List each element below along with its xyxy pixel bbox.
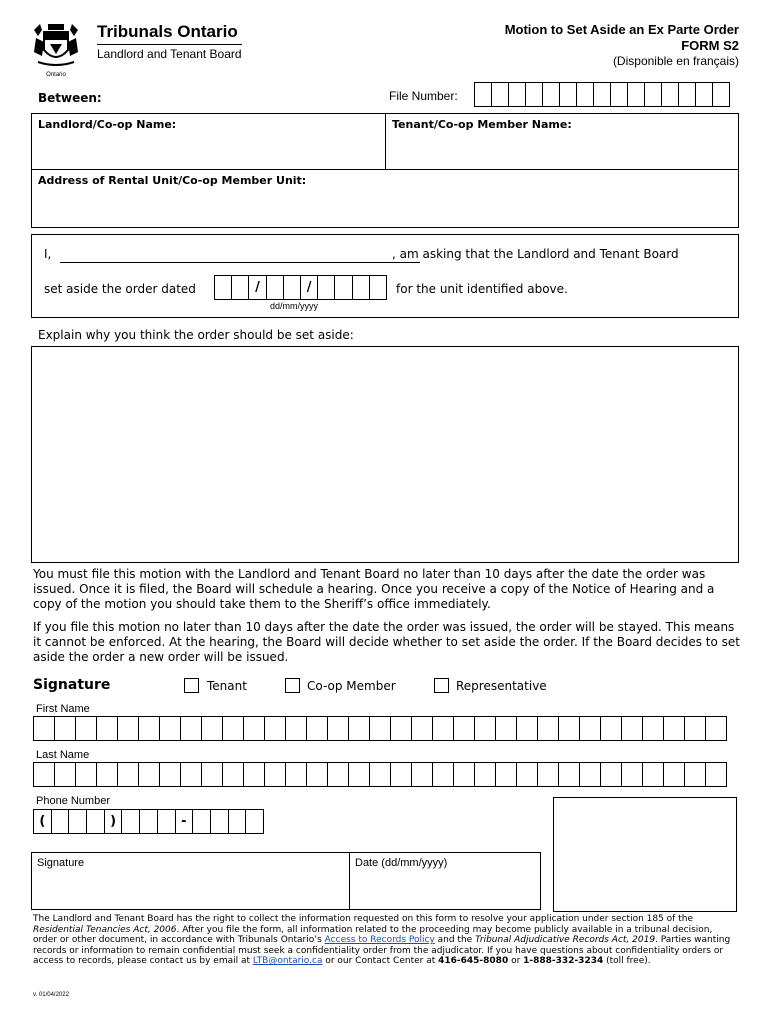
signature-date-field[interactable] (349, 852, 541, 910)
tenant-name-label: Tenant/Co-op Member Name: (392, 118, 572, 131)
version-label: v. 01/04/2022 (33, 992, 69, 998)
last-name-label: Last Name (36, 749, 90, 761)
email-link[interactable]: LTB@ontario.ca (252, 956, 323, 967)
contact-phone-tollfree: 1-888-332-3234 (523, 956, 604, 967)
between-label: Between: (38, 91, 102, 105)
date-separator-1: / (248, 275, 266, 300)
landlord-name-field[interactable] (31, 113, 386, 170)
notice-para-2: If you file this motion no later than 10 days after the date the order was issued, the order will be stayed. This means it cannot be enforced. At the hearing, the Board will decide whether to set aside the order. If the Board decides to set aside the order a new order will be issued. (33, 620, 741, 664)
date-separator-2: / (300, 275, 318, 300)
phone-close-paren: ) (104, 809, 123, 834)
request-section (31, 234, 739, 318)
logo-caption: Ontario (46, 72, 66, 78)
notice-para-1: You must file this motion with the Landlord and Tenant Board no later than 10 days after the date the order was issued. Once it is filed, the Board will schedule a hearing. Once you receive a copy of the Notice of Hearing and a copy of the motion you should take them to the Sheriff’s office immediately. (33, 567, 715, 611)
last-name-field[interactable] (33, 762, 736, 787)
applicant-name-field[interactable] (60, 245, 420, 263)
file-number-field[interactable] (474, 82, 738, 107)
file-number-label: File Number: (389, 89, 458, 103)
i-label: I, (44, 247, 52, 261)
representative-checkbox[interactable] (434, 678, 449, 693)
signature-label: Signature (37, 857, 85, 869)
privacy-notice (33, 914, 739, 967)
phone-open-paren: ( (33, 809, 52, 834)
address-field[interactable] (31, 169, 739, 228)
date-format-hint: dd/mm/yyyy (270, 301, 319, 311)
privacy-text-6: or (508, 956, 524, 967)
privacy-text-1: The Landlord and Tenant Board has the right to collect the information requested on this form to resolve your application under section 185 of the (33, 914, 693, 924)
privacy-text-7: (toll free). (603, 956, 651, 967)
coop-member-checkbox[interactable] (285, 678, 300, 693)
first-name-field[interactable] (33, 716, 736, 741)
address-label: Address of Rental Unit/Co-op Member Unit: (38, 174, 307, 187)
board-name: Landlord and Tenant Board (97, 47, 242, 61)
ontario-logo (30, 20, 82, 78)
first-name-label: First Name (36, 703, 90, 715)
order-date-field[interactable] (214, 275, 387, 300)
contact-phone-local: 416-645-8080 (438, 956, 509, 967)
landlord-name-label: Landlord/Co-op Name: (38, 118, 177, 131)
access-to-records-link[interactable]: Access to Records Policy (324, 935, 435, 946)
privacy-text-3: and the (434, 935, 476, 946)
unit-text: for the unit identified above. (396, 282, 568, 296)
set-aside-text: set aside the order dated (44, 282, 196, 296)
form-number: FORM S2 (681, 38, 739, 53)
tenant-name-field[interactable] (385, 113, 739, 170)
form-title: Motion to Set Aside an Ex Parte Order (504, 22, 739, 37)
tenant-checkbox[interactable] (184, 678, 199, 693)
privacy-text-2: . After you file the form, all information related to the proceeding may become publicly available in a tribunal decision, order or other document, in accordance with Tribunals Ontario’s (33, 924, 713, 946)
representative-option[interactable] (434, 678, 547, 693)
asking-text: , am asking that the Landlord and Tenant Board (392, 247, 679, 261)
explain-textarea[interactable] (31, 346, 739, 563)
office-use-box (553, 797, 737, 912)
privacy-text-4: . Parties wanting records or information to remain confidential must seek a confidentiality order from the adjudicator. If you have questions about confidentiality orders or access to records, please contact us by email at (33, 935, 731, 967)
phone-dash: - (175, 809, 194, 834)
tenant-option[interactable] (184, 678, 247, 693)
coop-member-option[interactable] (285, 678, 396, 693)
org-name: Tribunals Ontario (97, 22, 238, 41)
rta-act-title: Residential Tenancies Act, 2006 (33, 924, 177, 935)
signature-field[interactable] (31, 852, 350, 910)
org-divider (97, 44, 242, 45)
phone-number-label: Phone Number (36, 795, 110, 807)
french-note: (Disponible en français) (612, 54, 739, 68)
coop-member-option-label: Co-op Member (307, 678, 396, 693)
representative-option-label: Representative (456, 678, 547, 693)
ontario-crest-icon (30, 20, 82, 70)
tara-act-title: Tribunal Adjudicative Records Act, 2019 (475, 935, 656, 946)
tenant-option-label: Tenant (207, 678, 247, 693)
privacy-text-5: or our Contact Center at (322, 956, 439, 967)
phone-number-field[interactable] (33, 809, 264, 834)
signature-date-label: Date (dd/mm/yyyy) (355, 857, 448, 869)
signature-heading: Signature (33, 677, 111, 693)
explain-label: Explain why you think the order should be set aside: (38, 328, 354, 342)
